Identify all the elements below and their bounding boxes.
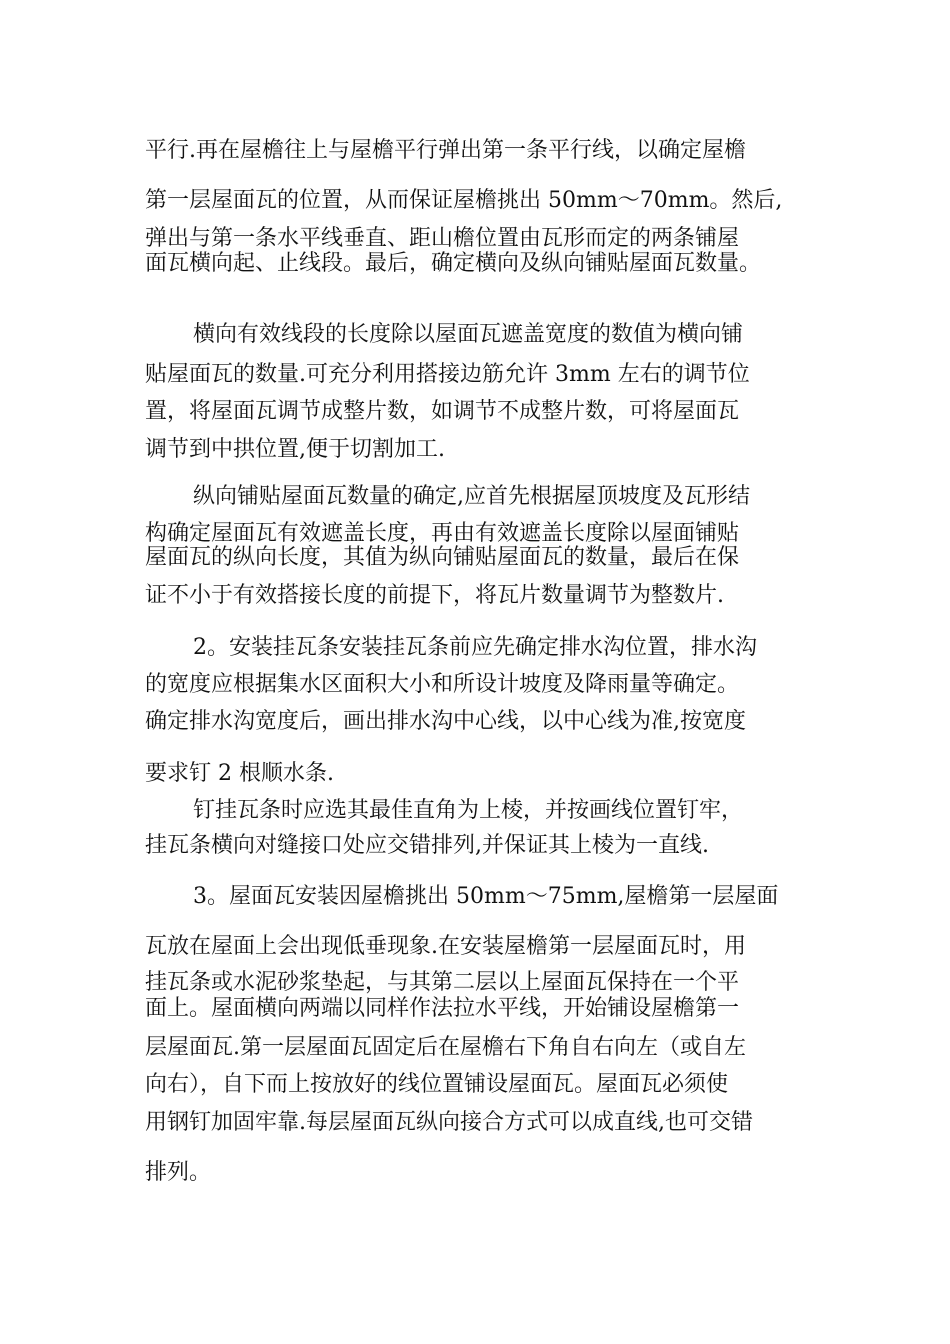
text-line: 确定排水沟宽度后，画出排水沟中心线，以中心线为准,按宽度 (145, 709, 746, 734)
text-line: 平行.再在屋檐往上与屋檐平行弹出第一条平行线，以确定屋檐 (145, 138, 746, 163)
text-line: 排列。 (145, 1160, 212, 1185)
text-line: 贴屋面瓦的数量.可充分利用搭接边筋允许 3mm 左右的调节位 (145, 362, 750, 387)
text-line: 挂瓦条或水泥砂浆垫起，与其第二层以上屋面瓦保持在一个平 (145, 970, 740, 995)
text-line: 层屋面瓦.第一层屋面瓦固定后在屋檐右下角自右向左（或自左 (145, 1035, 746, 1060)
text-line: 纵向铺贴屋面瓦数量的确定,应首先根据屋顶坡度及瓦形结 (193, 484, 750, 509)
text-line: 屋面瓦的纵向长度，其值为纵向铺贴屋面瓦的数量，最后在保 (145, 545, 740, 570)
text-line: 证不小于有效搭接长度的前提下，将瓦片数量调节为整数片. (145, 583, 724, 608)
text-line: 面瓦横向起、止线段。最后，确定横向及纵向铺贴屋面瓦数量。 (145, 251, 762, 276)
text-line: 第一层屋面瓦的位置，从而保证屋檐挑出 50mm～70mm。然后, (145, 188, 783, 213)
text-line: 面上。屋面横向两端以同样作法拉水平线，开始铺设屋檐第一 (145, 996, 740, 1021)
text-line: 弹出与第一条水平线垂直、距山檐位置由瓦形而定的两条铺屋 (145, 226, 740, 251)
text-line: 要求钉 2 根顺水条. (145, 761, 334, 786)
text-line: 向右），自下而上按放好的线位置铺设屋面瓦。屋面瓦必须使 (145, 1072, 729, 1097)
text-line: 用钢钉加固牢靠.每层屋面瓦纵向接合方式可以成直线,也可交错 (145, 1110, 753, 1135)
text-line: 构确定屋面瓦有效遮盖长度，再由有效遮盖长度除以屋面铺贴 (145, 521, 740, 546)
text-line: 钉挂瓦条时应选其最佳直角为上棱，并按画线位置钉牢， (193, 798, 744, 823)
text-line: 挂瓦条横向对缝接口处应交错排列,并保证其上棱为一直线. (145, 833, 709, 858)
text-line: 瓦放在屋面上会出现低垂现象.在安装屋檐第一层屋面瓦时，用 (145, 934, 746, 959)
text-line: 置，将屋面瓦调节成整片数，如调节不成整片数，可将屋面瓦 (145, 399, 740, 424)
text-line: 调节到中拱位置,便于切割加工. (145, 437, 445, 462)
text-line: 横向有效线段的长度除以屋面瓦遮盖宽度的数值为横向铺 (193, 322, 744, 347)
text-line: 3。屋面瓦安装因屋檐挑出 50mm～75mm,屋檐第一层屋面 (193, 884, 779, 909)
text-line: 的宽度应根据集水区面积大小和所设计坡度及降雨量等确定。 (145, 672, 740, 697)
text-line: 2。安装挂瓦条安装挂瓦条前应先确定排水沟位置，排水沟 (193, 635, 757, 660)
